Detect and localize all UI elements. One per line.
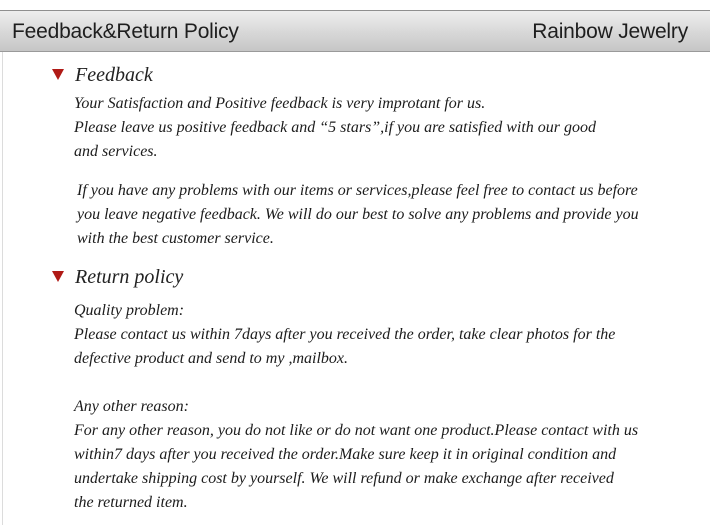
feedback-paragraph-2	[77, 179, 639, 251]
text-line: and services.	[74, 143, 158, 160]
return-policy-heading	[52, 266, 183, 289]
left-border-line	[2, 52, 3, 525]
feedback-heading-text: Feedback	[75, 64, 153, 86]
text-line: Any other reason:	[74, 398, 189, 415]
text-line: you leave negative feedback. We will do our best to solve any problems and provide you	[77, 206, 639, 223]
text-line: If you have any problems with our items or services,please feel free to contact us before	[77, 182, 638, 199]
text-line: Please contact us within 7days after you received the order, take clear photos for the	[74, 326, 616, 343]
text-line: Quality problem:	[74, 302, 185, 319]
text-line: with the best customer service.	[77, 230, 274, 247]
text-line: For any other reason, you do not like or do not want one product.Please contact with us	[74, 422, 639, 439]
page-title: Feedback&Return Policy	[12, 20, 239, 43]
quality-problem-paragraph	[74, 299, 615, 371]
triangle-bullet-icon	[52, 271, 64, 282]
brand-name: Rainbow Jewelry	[532, 20, 688, 43]
text-line: undertake shipping cost by yourself. We will refund or make exchange after received	[74, 470, 614, 487]
return-policy-heading-text: Return policy	[75, 266, 184, 288]
header-bar	[0, 10, 710, 52]
text-line: within7 days after you received the order.Make sure keep it in original condition and	[74, 446, 617, 463]
text-line: Please leave us positive feedback and “5 stars”,if you are satisfied with our good	[74, 119, 597, 136]
other-reason-paragraph	[74, 395, 638, 515]
feedback-heading	[52, 64, 153, 87]
triangle-bullet-icon	[52, 69, 64, 80]
text-line: defective product and send to my ,mailbox.	[74, 350, 348, 367]
text-line: the returned item.	[74, 494, 188, 511]
feedback-paragraph-1	[74, 92, 596, 164]
text-line: Your Satisfaction and Positive feedback is very improtant for us.	[74, 95, 486, 112]
